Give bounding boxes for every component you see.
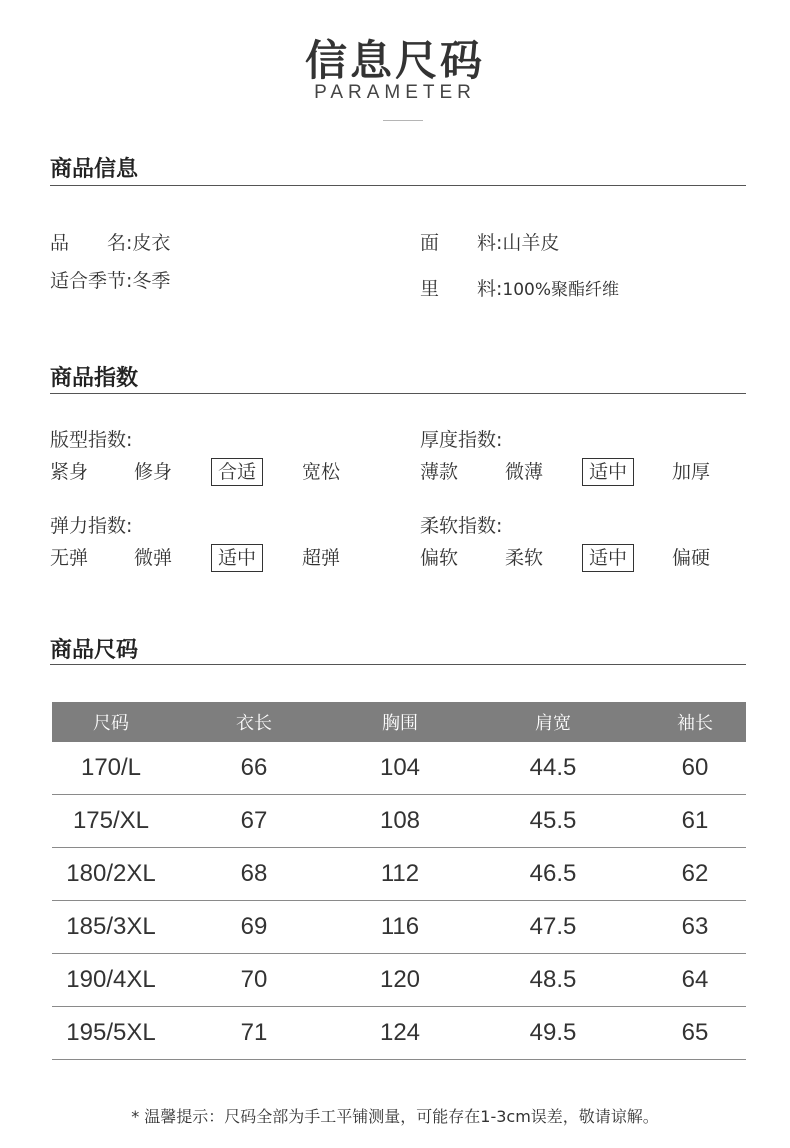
column-header-shoulder: 肩宽 [462,702,644,742]
info-lining-value: 100%聚酯纤维 [502,280,620,300]
table-cell: 190/4XL [52,954,170,1007]
index-option-selected: 适中 [582,458,634,486]
index-label-fit: 版型指数: [50,429,133,451]
section-title-product-index: 商品指数 [50,366,139,391]
info-season [50,266,170,293]
info-season-label: 适合季节: [50,270,133,292]
table-cell: 47.5 [462,901,644,954]
info-name-label: 品 名: [50,232,133,254]
page-subtitle: PARAMETER [314,82,476,103]
table-row [52,954,746,1007]
column-header-sleeve: 袖长 [644,702,746,742]
table-row [52,1007,746,1060]
table-cell: 67 [170,795,338,848]
size-table-header [52,702,746,742]
index-option: 无弹 [50,547,89,569]
table-cell: 71 [170,1007,338,1060]
table-cell: 68 [170,848,338,901]
index-option: 偏硬 [672,547,711,569]
info-fabric-value: 山羊皮 [502,232,560,254]
index-option: 微弹 [134,547,173,569]
index-option: 加厚 [672,461,711,483]
table-cell: 175/XL [52,795,170,848]
table-cell: 180/2XL [52,848,170,901]
table-cell: 66 [170,742,338,795]
table-cell: 44.5 [462,742,644,795]
table-cell: 60 [644,742,746,795]
index-option-selected: 合适 [211,458,263,486]
index-option: 薄款 [420,461,459,483]
title-divider [383,120,423,121]
table-cell: 195/5XL [52,1007,170,1060]
table-cell: 116 [338,901,462,954]
index-option-selected: 适中 [582,544,634,572]
table-cell: 64 [644,954,746,1007]
table-row [52,901,746,954]
table-cell: 112 [338,848,462,901]
section-title-product-info: 商品信息 [50,157,139,182]
measurement-note: * 温馨提示：尺码全部为手工平铺测量，可能存在1-3cm误差，敬请谅解。 [131,1107,659,1126]
section-divider [50,185,746,186]
info-name-value: 皮衣 [132,232,171,254]
index-option: 修身 [134,461,173,483]
info-fabric [420,228,559,255]
table-cell: 120 [338,954,462,1007]
index-label-elasticity: 弹力指数: [50,515,133,537]
info-lining [420,274,619,301]
index-option: 宽松 [302,461,341,483]
index-label-softness: 柔软指数: [420,515,503,537]
index-option: 柔软 [505,547,544,569]
index-option: 超弹 [302,547,341,569]
table-cell: 62 [644,848,746,901]
index-option: 微薄 [505,461,544,483]
table-cell: 49.5 [462,1007,644,1060]
table-cell: 124 [338,1007,462,1060]
table-cell: 61 [644,795,746,848]
section-title-size-chart: 商品尺码 [50,638,139,663]
table-row [52,848,746,901]
size-table [52,702,746,1060]
page-title: 信息尺码 [304,36,485,85]
table-row [52,742,746,795]
table-cell: 108 [338,795,462,848]
table-cell: 170/L [52,742,170,795]
table-cell: 65 [644,1007,746,1060]
info-fabric-label: 面 料: [420,232,503,254]
table-row [52,795,746,848]
table-cell: 104 [338,742,462,795]
index-label-thickness: 厚度指数: [420,429,503,451]
index-option: 偏软 [420,547,459,569]
section-divider [50,664,746,665]
index-option-selected: 适中 [211,544,263,572]
column-header-chest: 胸围 [338,702,462,742]
column-header-size: 尺码 [52,702,170,742]
info-name [50,228,170,255]
column-header-length: 衣长 [170,702,338,742]
info-season-value: 冬季 [132,270,171,292]
table-cell: 48.5 [462,954,644,1007]
info-lining-label: 里 料: [420,278,503,300]
table-cell: 70 [170,954,338,1007]
table-cell: 69 [170,901,338,954]
table-cell: 63 [644,901,746,954]
table-cell: 185/3XL [52,901,170,954]
table-cell: 46.5 [462,848,644,901]
index-option: 紧身 [50,461,89,483]
section-divider [50,393,746,394]
table-cell: 45.5 [462,795,644,848]
